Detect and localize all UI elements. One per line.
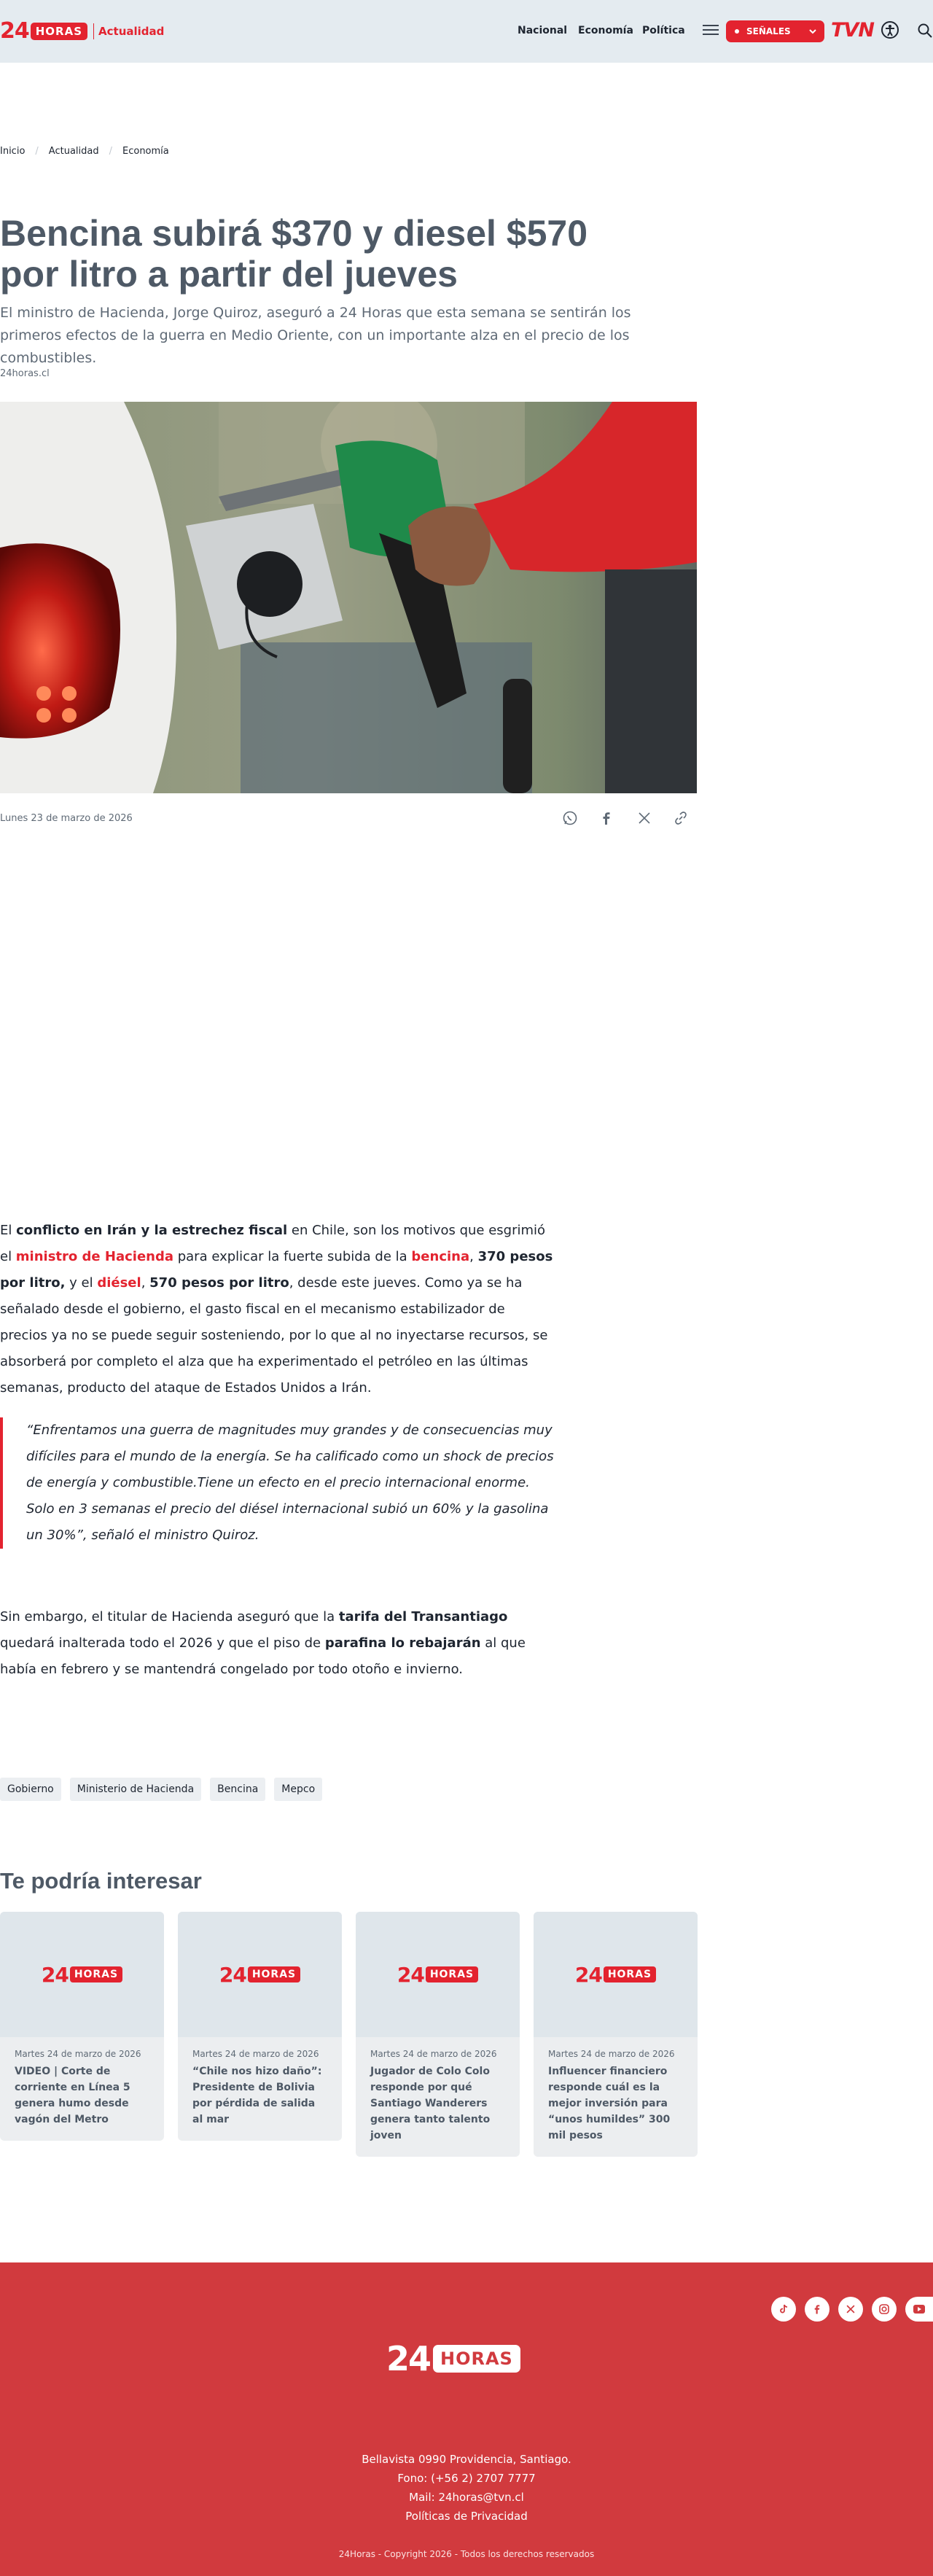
breadcrumb bbox=[0, 146, 169, 157]
chevron-down-icon bbox=[807, 26, 819, 37]
card-date: Martes 24 de marzo de 2026 bbox=[548, 2049, 675, 2059]
card-thumbnail: 24 HORAS bbox=[0, 1912, 164, 2037]
related-card[interactable] bbox=[534, 1912, 698, 2157]
nav-politica[interactable]: Política bbox=[642, 25, 685, 36]
related-card[interactable] bbox=[356, 1912, 520, 2157]
x-icon bbox=[846, 2304, 856, 2314]
footer-privacy-link[interactable]: Políticas de Privacidad bbox=[405, 2510, 528, 2523]
card-title[interactable]: Jugador de Colo Colo responde por qué Santiago Wanderers genera tanto talento joven bbox=[370, 2066, 491, 2141]
x-share-button[interactable] bbox=[634, 808, 655, 828]
article-quote: “Enfrentamos una guerra de magnitudes muy grandes y de consecuencias muy difíciles para el mundo de la energía. Se ha calificado como un shock de precios de energía y combustible.Tiene un efecto en el precio internacional enorme. Solo en 3 semanas el precio del diésel internacional subió un 60% y la gasolina un 30%”, señaló el ministro Quiroz. bbox=[0, 1417, 561, 1549]
logo-divider bbox=[93, 23, 94, 39]
facebook-icon bbox=[598, 810, 614, 826]
nav-economia[interactable]: Economía bbox=[578, 25, 633, 36]
card-title[interactable]: Influencer financiero responde cuál es la mejor inversión para “unos humildes” 300 mil pesos bbox=[548, 2066, 671, 2141]
footer-phone: Fono: (+56 2) 2707 7777 bbox=[397, 2472, 536, 2485]
link-icon bbox=[673, 810, 689, 826]
article-title: Bencina subirá $370 y diesel $570 por litro a partir del jueves bbox=[0, 213, 588, 295]
facebook-share-button[interactable] bbox=[596, 808, 617, 828]
breadcrumb-separator: / bbox=[35, 146, 39, 157]
facebook-icon bbox=[811, 2303, 823, 2315]
article-paragraph-1: El conflicto en Irán y la estrechez fiscal en Chile, son los motivos que esgrimió el ministro de Hacienda para explicar la fuerte subida de la bencina, 370 pesos por litro, y el diésel, 570 pesos por litro, desde este jueves. Como ya se ha señalado desde el gobierno, el gasto fiscal en el mecanismo estabilizador de precios ya no se puede seguir sosteniendo, por lo que al no inyectarse recursos, se absorberá por completo el alza que ha experimentado el petróleo en las últimas semanas, producto del ataque de Estados Unidos a Irán. bbox=[0, 1223, 553, 1396]
logo-number: 24 bbox=[0, 18, 29, 44]
tvn-logo[interactable]: TVN bbox=[831, 19, 874, 42]
whatsapp-icon bbox=[562, 810, 578, 826]
tag-gobierno[interactable]: Gobierno bbox=[0, 1778, 61, 1801]
live-dot-icon bbox=[735, 29, 739, 34]
card-title[interactable]: “Chile nos hizo daño”: Presidente de Bolivia por pérdida de salida al mar bbox=[192, 2066, 322, 2125]
article-source: 24horas.cl bbox=[0, 368, 50, 379]
logo-section-label[interactable]: Actualidad bbox=[98, 25, 165, 38]
hamburger-menu-icon[interactable] bbox=[703, 22, 719, 38]
logo-word: HORAS bbox=[31, 23, 87, 40]
article-tags bbox=[0, 1778, 322, 1801]
site-logo[interactable] bbox=[0, 20, 164, 42]
tag-bencina[interactable]: Bencina bbox=[210, 1778, 265, 1801]
footer-copyright: 24Horas - Copyright 2026 - Todos los derechos reservados bbox=[338, 2549, 595, 2559]
card-thumbnail: 24 HORAS bbox=[178, 1912, 342, 2037]
copy-link-button[interactable] bbox=[671, 808, 691, 828]
x-icon bbox=[637, 811, 652, 825]
tiktok-button[interactable] bbox=[771, 2297, 796, 2322]
youtube-icon bbox=[913, 2304, 926, 2314]
instagram-button[interactable] bbox=[872, 2297, 897, 2322]
card-title[interactable]: VIDEO | Corte de corriente en Línea 5 genera humo desde vagón del Metro bbox=[15, 2066, 130, 2125]
breadcrumb-economia[interactable]: Economía bbox=[122, 146, 169, 157]
card-date: Martes 24 de marzo de 2026 bbox=[370, 2049, 497, 2059]
search-icon[interactable] bbox=[917, 23, 933, 39]
breadcrumb-actualidad[interactable]: Actualidad bbox=[48, 146, 99, 157]
breadcrumb-inicio[interactable]: Inicio bbox=[0, 146, 26, 157]
senales-dropdown-button[interactable] bbox=[726, 20, 824, 42]
accessibility-icon[interactable] bbox=[881, 20, 899, 39]
article-lede: El ministro de Hacienda, Jorge Quiroz, aseguró a 24 Horas que esta semana se sentirán los primeros efectos de la guerra en Medio Oriente, con un importante alza en el precio de los combustibles. bbox=[0, 305, 631, 366]
facebook-footer-button[interactable] bbox=[805, 2297, 829, 2322]
x-footer-button[interactable] bbox=[838, 2297, 863, 2322]
card-date: Martes 24 de marzo de 2026 bbox=[15, 2049, 141, 2059]
youtube-button[interactable] bbox=[905, 2297, 933, 2322]
nav-nacional[interactable]: Nacional bbox=[518, 25, 568, 36]
link-bencina[interactable]: bencina bbox=[411, 1249, 470, 1264]
breadcrumb-separator: / bbox=[109, 146, 112, 157]
whatsapp-share-button[interactable] bbox=[560, 808, 580, 828]
card-thumbnail: 24 HORAS bbox=[356, 1912, 520, 2037]
senales-label: SEÑALES bbox=[746, 26, 791, 36]
hero-image-fuel-pump bbox=[0, 402, 697, 793]
article-date: Lunes 23 de marzo de 2026 bbox=[0, 813, 133, 824]
instagram-icon bbox=[878, 2303, 890, 2315]
link-diesel[interactable]: diésel bbox=[97, 1275, 141, 1291]
related-cards bbox=[0, 1912, 698, 2157]
footer-mail[interactable]: Mail: 24horas@tvn.cl bbox=[409, 2491, 524, 2504]
tag-mepco[interactable]: Mepco bbox=[274, 1778, 322, 1801]
related-heading: Te podría interesar bbox=[0, 1868, 202, 1894]
related-card[interactable] bbox=[178, 1912, 342, 2141]
card-thumbnail: 24 HORAS bbox=[534, 1912, 698, 2037]
link-ministro-hacienda[interactable]: ministro de Hacienda bbox=[15, 1249, 173, 1264]
tag-ministerio-hacienda[interactable]: Ministerio de Hacienda bbox=[70, 1778, 201, 1801]
article-paragraph-2: Sin embargo, el titular de Hacienda aseguró que la tarifa del Transantiago quedará inalterada todo el 2026 y que el piso de parafina lo rebajarán al que había en febrero y se mantendrá congelado por todo otoño e invierno. bbox=[0, 1609, 526, 1677]
tiktok-icon bbox=[778, 2303, 789, 2315]
footer-address: Bellavista 0990 Providencia, Santiago. bbox=[362, 2453, 571, 2466]
footer-logo[interactable]: 24 HORAS bbox=[386, 2339, 520, 2378]
related-card[interactable] bbox=[0, 1912, 164, 2141]
card-date: Martes 24 de marzo de 2026 bbox=[192, 2049, 319, 2059]
